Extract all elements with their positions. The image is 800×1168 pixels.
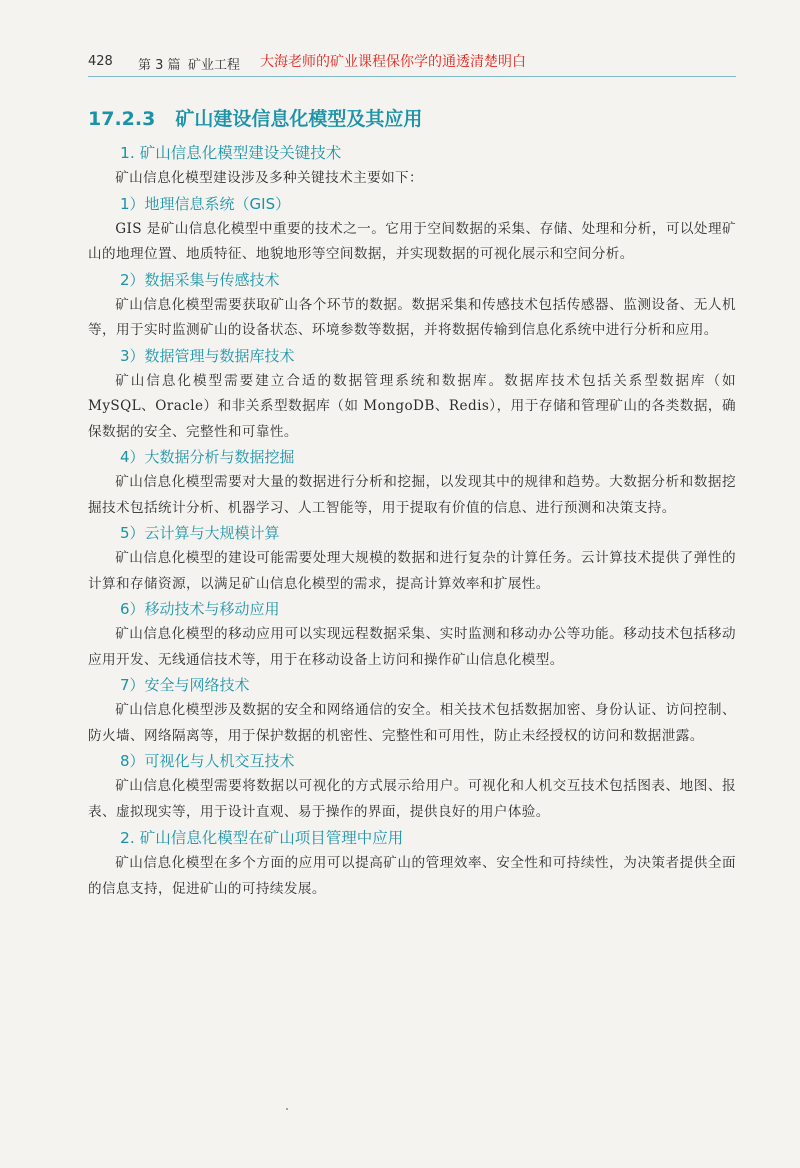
item-heading: 6）移动技术与移动应用 — [120, 600, 280, 618]
scan-speck — [286, 1108, 288, 1110]
section-heading — [88, 104, 422, 131]
paragraph: 矿山信息化模型的建设可能需要处理大规模的数据和进行复杂的计算任务。云计算技术提供了弹性的计算和存储资源，以满足矿山信息化模型的需求，提高计算效率和扩展性。 — [88, 550, 736, 592]
item-heading: 8）可视化与人机交互技术 — [120, 752, 295, 770]
book-title: 矿业工程 — [188, 58, 241, 73]
section-title: 矿山建设信息化模型及其应用 — [175, 108, 423, 130]
item-heading: 5）云计算与大规模计算 — [120, 524, 280, 542]
part-label: 第 3 篇 — [138, 58, 181, 73]
paragraph: 矿山信息化模型建设涉及多种关键技术主要如下： — [115, 170, 424, 186]
page-header — [88, 48, 738, 74]
header-rule — [88, 76, 736, 77]
watermark-text: 大海老师的矿业课程保你学的通透清楚明白 — [260, 54, 526, 70]
paragraph: 矿山信息化模型的移动应用可以实现远程数据采集、实时监测和移动办公等功能。移动技术包括移动应用开发、无线通信技术等，用于在移动设备上访问和操作矿山信息化模型。 — [88, 626, 736, 668]
page-body — [88, 140, 736, 902]
paragraph: 矿山信息化模型涉及数据的安全和网络通信的安全。相关技术包括数据加密、身份认证、访问控制、防火墙、网络隔离等，用于保护数据的机密性、完整性和可用性，防止未经授权的访问和数据泄露。 — [88, 702, 736, 744]
paragraph: 矿山信息化模型需要将数据以可视化的方式展示给用户。可视化和人机交互技术包括图表、地图、报表、虚拟现实等，用于设计直观、易于操作的界面，提供良好的用户体验。 — [88, 778, 736, 820]
section-number: 17.2.3 — [88, 108, 156, 130]
item-heading: 3）数据管理与数据库技术 — [120, 346, 295, 365]
item-heading: 4）大数据分析与数据挖掘 — [120, 448, 295, 466]
subsection-heading: 2. 矿山信息化模型在矿山项目管理中应用 — [120, 829, 404, 847]
paragraph: 矿山信息化模型需要建立合适的数据管理系统和数据库。数据库技术包括关系型数据库（如 MySQL、Oracle）和非关系型数据库（如 MongoDB、Redis），用于存储和管理矿山的各类数据，确保数据的安全、完整性和可靠性。 — [88, 372, 736, 440]
item-heading: 1）地理信息系统（GIS） — [120, 194, 291, 213]
paragraph: 矿山信息化模型需要获取矿山各个环节的数据。数据采集和传感技术包括传感器、监测设备、无人机等，用于实时监测矿山的设备状态、环境参数等数据，并将数据传输到信息化系统中进行分析和应用。 — [88, 296, 736, 338]
page-number: 428 — [88, 54, 113, 69]
item-heading: 7）安全与网络技术 — [120, 676, 250, 694]
subsection-heading: 1. 矿山信息化模型建设关键技术 — [120, 144, 342, 162]
paragraph: 矿山信息化模型需要对大量的数据进行分析和挖掘，以发现其中的规律和趋势。大数据分析和数据挖掘技术包括统计分析、机器学习、人工智能等，用于提取有价值的信息、进行预测和决策支持。 — [88, 474, 736, 516]
item-heading: 2）数据采集与传感技术 — [120, 270, 280, 289]
paragraph: GIS 是矿山信息化模型中重要的技术之一。它用于空间数据的采集、存储、处理和分析，可以处理矿山的地理位置、地质特征、地貌地形等空间数据，并实现数据的可视化展示和空间分析。 — [88, 220, 736, 262]
paragraph: 矿山信息化模型在多个方面的应用可以提高矿山的管理效率、安全性和可持续性，为决策者提供全面的信息支持，促进矿山的可持续发展。 — [88, 855, 736, 897]
